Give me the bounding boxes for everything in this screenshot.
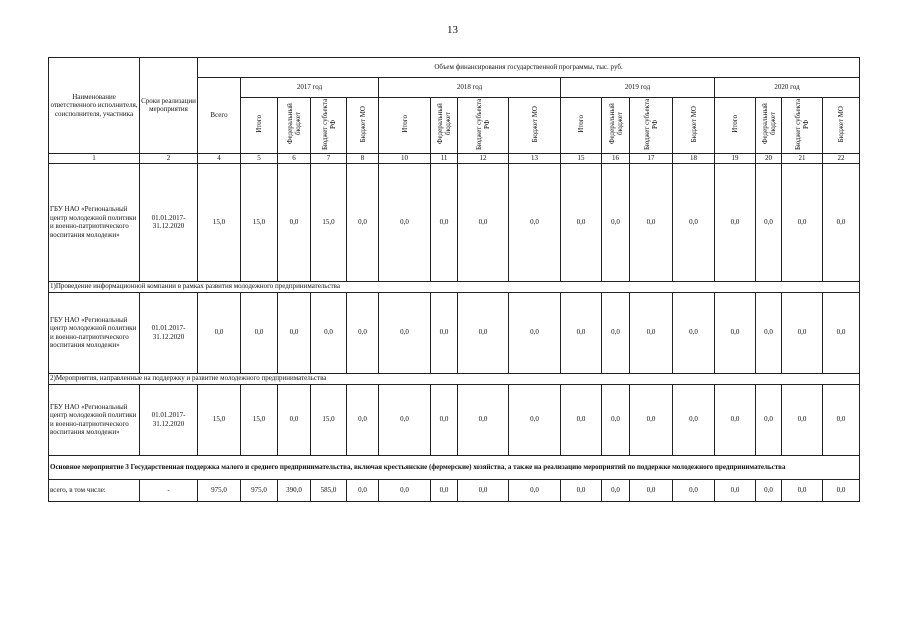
row-value: 15,0 <box>311 384 347 455</box>
row-value: 15,0 <box>311 163 347 281</box>
row-terms: 01.01.2017-31.12.2020 <box>140 292 198 373</box>
row-value: 975,0 <box>241 479 278 501</box>
header-year-2018: 2018 год <box>379 78 561 98</box>
header-subcol-label: Федеральный бюджет <box>607 103 624 145</box>
header-funding-title: Объем финансирования государственной программы, тыс. руб. <box>198 58 860 78</box>
row-value: 15,0 <box>241 384 278 455</box>
row-value: 0,0 <box>630 479 673 501</box>
table-row <box>49 281 860 292</box>
row-value: 0,0 <box>347 479 379 501</box>
column-number: 8 <box>347 153 379 163</box>
header-subcol-label: Бюджет субъекта РФ <box>643 98 659 150</box>
header-subcol-label: Итого <box>255 115 263 133</box>
row-value: 0,0 <box>458 163 509 281</box>
header-subcol <box>278 98 311 154</box>
header-subcol <box>347 98 379 154</box>
row-value: 0,0 <box>715 163 756 281</box>
column-number: 16 <box>602 153 630 163</box>
page-number: 13 <box>447 24 458 36</box>
column-number: 20 <box>756 153 782 163</box>
row-value: 15,0 <box>198 384 241 455</box>
column-number: 11 <box>431 153 458 163</box>
row-value: 0,0 <box>278 163 311 281</box>
table-row <box>49 292 860 373</box>
header-subcol <box>311 98 347 154</box>
row-value: 0,0 <box>311 292 347 373</box>
row-value: 390,0 <box>278 479 311 501</box>
column-number: 7 <box>311 153 347 163</box>
header-total: Всего <box>198 78 241 154</box>
row-value: 0,0 <box>561 479 602 501</box>
row-value: 0,0 <box>509 479 561 501</box>
row-value: 0,0 <box>715 384 756 455</box>
header-subcol <box>602 98 630 154</box>
row-value: 0,0 <box>509 292 561 373</box>
row-value: 0,0 <box>823 384 860 455</box>
row-value: 0,0 <box>431 384 458 455</box>
row-value: 0,0 <box>347 163 379 281</box>
row-value: 0,0 <box>602 163 630 281</box>
column-number: 18 <box>673 153 715 163</box>
header-subcol <box>379 98 431 154</box>
row-value: 0,0 <box>431 292 458 373</box>
row-executor: всего, в том числе: <box>49 479 140 501</box>
row-executor: ГБУ НАО «Региональный центр молодежной политики и военно-патриотического воспитания молодежи» <box>49 292 140 373</box>
row-value: 0,0 <box>198 292 241 373</box>
column-number: 5 <box>241 153 278 163</box>
row-value: 0,0 <box>782 292 823 373</box>
row-value: 0,0 <box>602 384 630 455</box>
row-value: 975,0 <box>198 479 241 501</box>
row-value: 0,0 <box>431 479 458 501</box>
section-title: 2)Мероприятия, направленные на поддержку и развитие молодежного предпринимательства <box>49 373 860 384</box>
row-terms: 01.01.2017-31.12.2020 <box>140 163 198 281</box>
row-value: 0,0 <box>782 384 823 455</box>
row-value: 0,0 <box>823 479 860 501</box>
column-number: 21 <box>782 153 823 163</box>
table-row <box>49 373 860 384</box>
header-subcol <box>241 98 278 154</box>
header-year-2019: 2019 год <box>561 78 715 98</box>
table-row <box>49 163 860 281</box>
column-number: 10 <box>379 153 431 163</box>
row-value: 0,0 <box>379 479 431 501</box>
header-subcol-label: Бюджет субъекта РФ <box>794 98 810 150</box>
table-row <box>49 455 860 479</box>
column-number: 1 <box>49 153 140 163</box>
row-value: 0,0 <box>673 292 715 373</box>
row-value: 0,0 <box>379 292 431 373</box>
header-subcol <box>782 98 823 154</box>
column-number: 22 <box>823 153 860 163</box>
header-terms: Сроки реализации мероприятия <box>140 58 198 154</box>
header-subcol-label: Федеральный бюджет <box>286 103 302 145</box>
column-number: 4 <box>198 153 241 163</box>
row-value: 0,0 <box>756 292 782 373</box>
row-value: 0,0 <box>602 479 630 501</box>
section-title: 1)Проведение информационной компании в рамках развития молодежного предпринимательства <box>49 281 860 292</box>
row-terms: - <box>140 479 198 501</box>
row-value: 0,0 <box>823 163 860 281</box>
row-value: 0,0 <box>379 384 431 455</box>
row-value: 0,0 <box>347 384 379 455</box>
row-value: 0,0 <box>673 479 715 501</box>
header-subcol-label: Бюджет МО <box>530 105 539 143</box>
header-subcol-label: Итого <box>731 115 739 133</box>
header-subcol-label: Бюджет субъекта РФ <box>475 98 491 150</box>
funding-table <box>48 57 860 502</box>
header-subcol <box>509 98 561 154</box>
table-row <box>49 384 860 455</box>
header-subcol-label: Федеральный бюджет <box>436 103 452 145</box>
main-activity-title: Основное мероприятие 3 Государственная поддержка малого и среднего предпринимательства, включая крестьянские (фермерские) хозяйства, а также на реализацию мероприятий по поддержке молодежного предпринимательства <box>49 455 860 479</box>
column-number: 6 <box>278 153 311 163</box>
row-terms: 01.01.2017-31.12.2020 <box>140 384 198 455</box>
row-value: 0,0 <box>561 292 602 373</box>
header-subcol-label: Бюджет МО <box>837 105 846 143</box>
header-subcol <box>630 98 673 154</box>
row-value: 0,0 <box>630 163 673 281</box>
row-value: 0,0 <box>458 479 509 501</box>
header-subcol-label: Бюджет субъекта РФ <box>320 98 337 150</box>
row-executor: ГБУ НАО «Региональный центр молодежной политики и военно-патриотического воспитания молодежи» <box>49 384 140 455</box>
header-subcol-label: Итого <box>577 115 585 133</box>
row-value: 0,0 <box>782 479 823 501</box>
header-subcol <box>756 98 782 154</box>
column-number: 13 <box>509 153 561 163</box>
row-value: 0,0 <box>561 163 602 281</box>
row-value: 0,0 <box>630 292 673 373</box>
column-number: 17 <box>630 153 673 163</box>
row-value: 0,0 <box>756 384 782 455</box>
row-value: 0,0 <box>509 384 561 455</box>
row-value: 0,0 <box>630 384 673 455</box>
header-subcol <box>715 98 756 154</box>
row-value: 0,0 <box>602 292 630 373</box>
column-number: 12 <box>458 153 509 163</box>
row-value: 0,0 <box>715 479 756 501</box>
row-value: 0,0 <box>673 163 715 281</box>
header-subcol-label: Итого <box>400 115 409 133</box>
row-value: 0,0 <box>509 163 561 281</box>
header-name: Наименование ответственного исполнителя, соисполнителя, участника <box>49 58 140 154</box>
row-value: 0,0 <box>278 384 311 455</box>
row-value: 585,0 <box>311 479 347 501</box>
header-subcol <box>458 98 509 154</box>
header-year-2020: 2020 год <box>715 78 860 98</box>
row-value: 0,0 <box>347 292 379 373</box>
row-value: 0,0 <box>431 163 458 281</box>
row-value: 0,0 <box>561 384 602 455</box>
header-subcol-label: Бюджет МО <box>358 105 367 143</box>
header-subcol-label: Федеральный бюджет <box>760 103 777 145</box>
row-value: 0,0 <box>278 292 311 373</box>
row-value: 0,0 <box>458 384 509 455</box>
column-number: 2 <box>140 153 198 163</box>
row-value: 0,0 <box>715 292 756 373</box>
header-subcol-label: Бюджет МО <box>689 105 698 143</box>
header-subcol <box>561 98 602 154</box>
row-value: 0,0 <box>379 163 431 281</box>
row-value: 0,0 <box>756 163 782 281</box>
header-subcol <box>823 98 860 154</box>
row-executor: ГБУ НАО «Региональный центр молодежной политики и военно-патриотического воспитания молодежи» <box>49 163 140 281</box>
header-subcol <box>673 98 715 154</box>
row-value: 0,0 <box>458 292 509 373</box>
row-value: 15,0 <box>241 163 278 281</box>
header-year-2017: 2017 год <box>241 78 379 98</box>
row-value: 0,0 <box>241 292 278 373</box>
row-value: 0,0 <box>823 292 860 373</box>
column-number: 19 <box>715 153 756 163</box>
column-number: 15 <box>561 153 602 163</box>
table-row <box>49 479 860 501</box>
row-value: 0,0 <box>782 163 823 281</box>
header-subcol <box>431 98 458 154</box>
row-value: 15,0 <box>198 163 241 281</box>
row-value: 0,0 <box>756 479 782 501</box>
row-value: 0,0 <box>673 384 715 455</box>
